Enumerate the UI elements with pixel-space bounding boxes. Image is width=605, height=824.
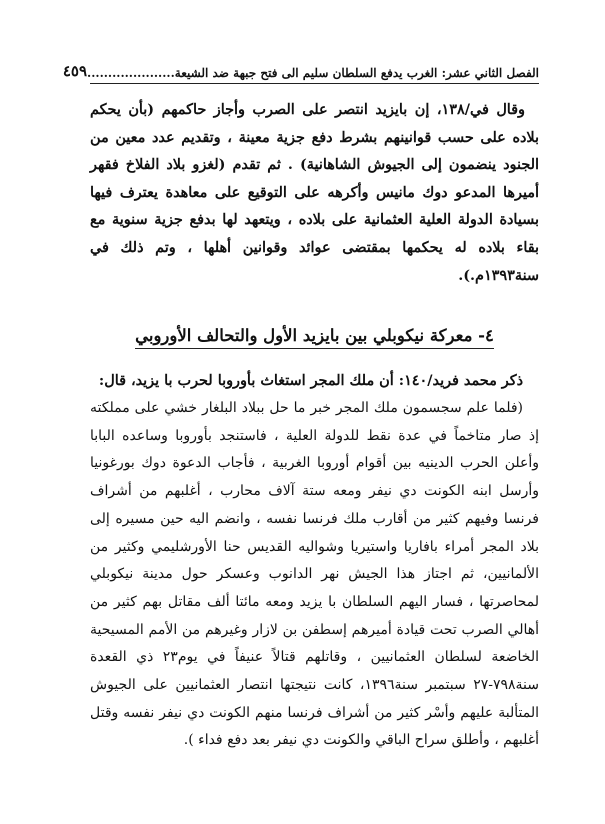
paragraph-2-text: ذكر محمد فريد/١٤٠: أن ملك المجر استغاث بأوروبا لحرب با يزيد، قال: — [98, 372, 523, 389]
chapter-title: الفصل الثاني عشر: الغرب يدفع السلطان سليم الى فتح جبهة ضد الشيعة..................... — [87, 66, 539, 80]
paragraph-3-text: (فلما علم سجسمون ملك المجر خبر ما حل ببلاد البلغار خشي على مملكته إذ صار متاخماً في عدة نقط للدولة العلية ، فاستنجد بأوروبا وساعده البابا وأعلن الحرب الدينيه بين أقوام أوروبا الغربية ، فأجاب الدعوة دوك بورغونيا وأرسل ابنه الكونت دي نيفر ومعه ستة آلاف محارب ، أغلبهم من أشراف فرنسا وفيهم كثير من أقارب ملك فرنسا نفسه ، وانضم اليه حين مسيره إلى بلاد المجر أمراء بافاريا واستيريا وشواليه القديس حنا الأورشليمي وكثير من الألمانيين، ثم اجتاز هذا الجيش نهر الدانوب وعسكر حول مدينة نيكوبلي لمحاصرتها ، فسار اليهم السلطان با يزيد ومعه مائتا ألف مقاتل بهم كثير من أهالي الصرب تحت قيادة أميرهم إسطفن بن لازار وغيرهم من الأمم المسيحية الخاضعة لسلطان العثمانيين ، وقاتلهم قتالاً عنيفاً في يوم٢٣ ذي القعدة سنة٧٩٨-٢٧ سبتمبر سنة١٣٩٦، كانت نتيجتها انتصار العثمانيين على الجيوش المتألبة عليهم وأسْر كثير من أشراف فرنسا منهم الكونت دي نيفر نفسه وقتل أغلبهم ، وأطلق سراح الباقي والكونت دي نيفر بعد دفع فداء ). — [90, 400, 539, 749]
paragraph-1 — [90, 96, 539, 289]
section-heading — [90, 326, 539, 345]
paragraph-1-text: وقال في/١٣٨، إن بايزيد انتصر على الصرب وأجاز حاكمهم (بأن يحكم بلاده على حسب قوانينهم بشرط دفع جزية معينة ، وتقديم عدد معين من الجنود ينضمون إلى الجيوش الشاهانية) . ثم تقدم (لغزو بلاد الفلاخ فقهر أميرها المدعو دوك مانيس وأكرهه على التوقيع على معاهدة يعترف فيها بسيادة الدولة العلية العثمانية على بلاده ، ويتعهد لها بدفع جزية سنوية مع بقاء بلاده له يحكمها بمقتضى عوائد وقوانين أهلها ، وتم ذلك في سنة١٣٩٣م.). — [90, 101, 539, 284]
running-header — [62, 58, 539, 84]
page-number: ٤٥٩ — [62, 62, 88, 80]
paragraph-3 — [90, 395, 539, 755]
paragraph-2 — [90, 369, 539, 393]
section-heading-text: ٤- معركة نيكوبلي بين بايزيد الأول والتحالف الأوروبي — [135, 326, 494, 349]
